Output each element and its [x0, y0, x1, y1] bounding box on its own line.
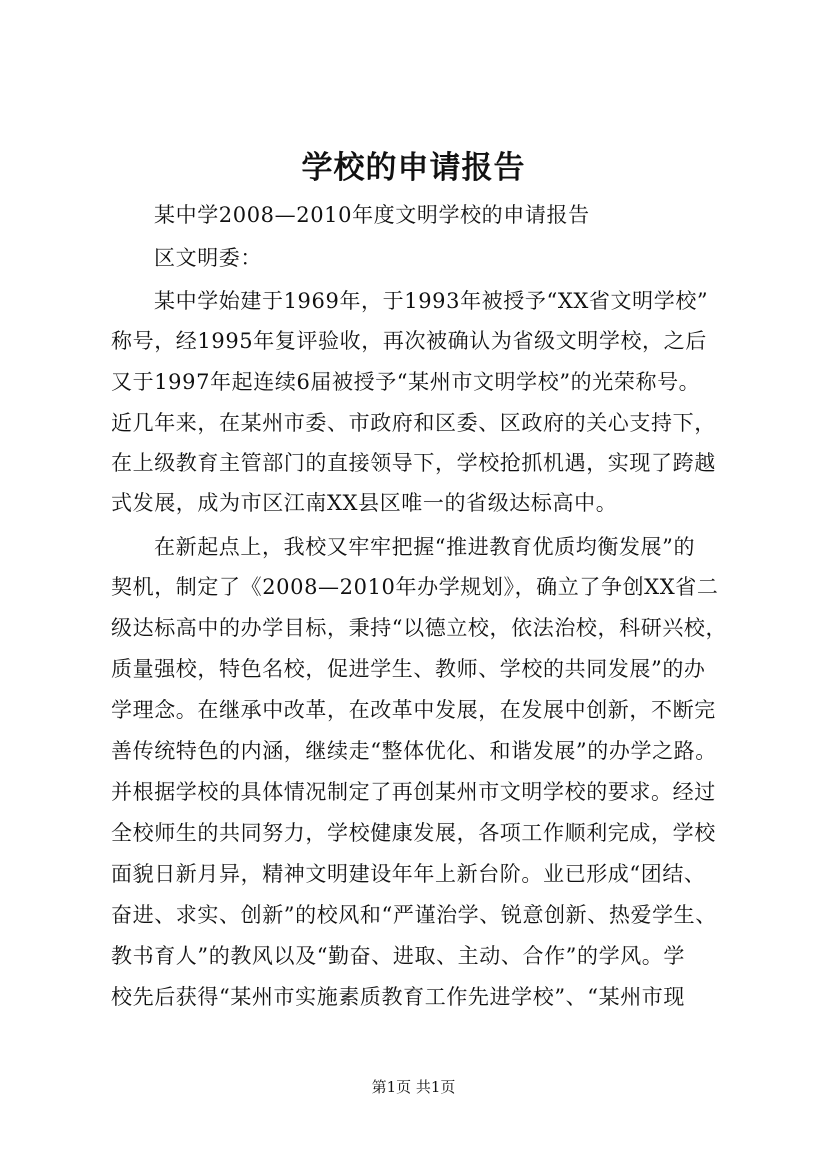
body-line: 契机，制定了《2008—2010年办学规划》，确立了争创XX省二 — [111, 575, 719, 599]
body-line: 校先后获得“某州市实施素质教育工作先进学校”、“某州市现 — [111, 985, 686, 1009]
body-line: 全校师生的共同努力，学校健康发展，各项工作顺利完成，学校 — [111, 821, 716, 845]
body-line: 学理念。在继承中改革，在改革中发展，在发展中创新，不断完 — [111, 698, 716, 722]
body-line: 某中学始建于1969年，于1993年被授予“XX省文明学校” — [154, 289, 709, 313]
page-number-footer: 第1页 共1页 — [371, 1078, 456, 1096]
subtitle-line: 某中学2008—2010年度文明学校的申请报告 — [154, 203, 590, 227]
document-title: 学校的申请报告 — [301, 150, 526, 186]
body-line: 级达标高中的办学目标，秉持“以德立校，依法治校，科研兴校， — [111, 616, 728, 640]
body-line: 质量强校，特色名校，促进学生、教师、学校的共同发展”的办 — [111, 657, 706, 681]
body-line: 善传统特色的内涵，继续走“整体优化、和谐发展”的办学之路。 — [111, 739, 717, 763]
body-line: 面貌日新月异，精神文明建设年年上新台阶。业已形成“团结、 — [111, 862, 706, 886]
body-line: 奋进、求实、创新”的校风和“严谨治学、锐意创新、热爱学生、 — [111, 903, 717, 927]
body-line: 在上级教育主管部门的直接领导下，学校抢抓机遇，实现了跨越 — [111, 451, 716, 475]
body-line: 近几年来，在某州市委、市政府和区委、区政府的关心支持下， — [111, 411, 716, 435]
body-line: 教书育人”的教风以及“勤奋、进取、主动、合作”的学风。学 — [111, 944, 686, 968]
salutation-line: 区文明委： — [154, 246, 262, 270]
body-line: 在新起点上，我校又牢牢把握“推进教育优质均衡发展”的 — [154, 535, 696, 559]
body-line: 又于1997年起连续6届被授予“某州市文明学校”的光荣称号。 — [111, 370, 701, 394]
body-line: 式发展，成为市区江南XX县区唯一的省级达标高中。 — [111, 491, 618, 515]
body-line: 称号，经1995年复评验收，再次被确认为省级文明学校，之后 — [111, 329, 707, 353]
body-line: 并根据学校的具体情况制定了再创某州市文明学校的要求。经过 — [111, 780, 716, 804]
